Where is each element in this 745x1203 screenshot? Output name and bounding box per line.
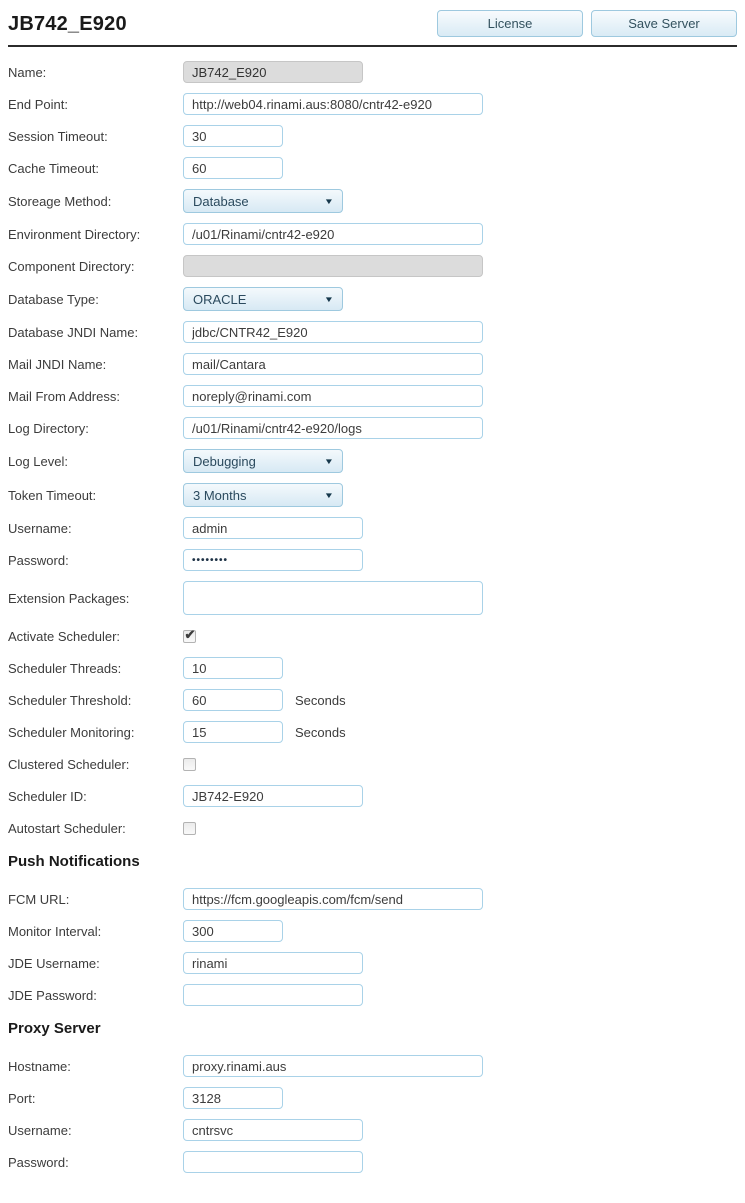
extension-packages-label: Extension Packages:: [8, 590, 130, 606]
scheduler-monitoring-suffix: Seconds: [295, 724, 346, 740]
form-row-scheduler-threshold: [8, 689, 737, 711]
autostart-scheduler-checkbox[interactable]: [183, 822, 196, 835]
username-label: Username:: [8, 520, 72, 536]
form-row-scheduler-id: [8, 785, 737, 807]
environment-directory-label: Environment Directory:: [8, 226, 141, 242]
storeage-method-label: Storeage Method:: [8, 193, 112, 209]
form-row-proxy-hostname: [8, 1055, 737, 1077]
form-row-fcm-url: [8, 888, 737, 910]
username-input[interactable]: [183, 517, 363, 539]
form-row-end-point: [8, 93, 737, 115]
form-row-jde-password: [8, 984, 737, 1006]
token-timeout-label: Token Timeout:: [8, 487, 97, 503]
form-row-cache-timeout: [8, 157, 737, 179]
password-label: Password:: [8, 552, 69, 568]
cache-timeout-input[interactable]: [183, 157, 283, 179]
clustered-scheduler-checkbox[interactable]: [183, 758, 196, 771]
form-row-storeage-method: [8, 189, 737, 213]
form-row-extension-packages: [8, 581, 737, 615]
scheduler-threshold-input[interactable]: [183, 689, 283, 711]
password-input[interactable]: [183, 549, 363, 571]
page-title: JB742_E920: [8, 13, 127, 35]
log-directory-label: Log Directory:: [8, 420, 89, 436]
log-level-select[interactable]: [183, 449, 343, 473]
log-directory-input[interactable]: [183, 417, 483, 439]
scheduler-threshold-suffix: Seconds: [295, 692, 346, 708]
proxy-password-input[interactable]: [183, 1151, 363, 1173]
database-type-label: Database Type:: [8, 291, 99, 307]
scheduler-monitoring-input[interactable]: [183, 721, 283, 743]
monitor-interval-label: Monitor Interval:: [8, 923, 102, 939]
form-row-name: [8, 61, 737, 83]
database-type-selected-value: ORACLE: [193, 291, 247, 307]
name-label: Name:: [8, 64, 47, 80]
mail-jndi-name-input[interactable]: [183, 353, 483, 375]
section-heading-proxy-server: Proxy Server: [8, 1020, 101, 1037]
end-point-input[interactable]: [183, 93, 483, 115]
form-row-mail-jndi-name: [8, 353, 737, 375]
token-timeout-select[interactable]: [183, 483, 343, 507]
form-row-mail-from-address: [8, 385, 737, 407]
storeage-method-selected-value: Database: [193, 193, 249, 209]
jde-username-label: JDE Username:: [8, 955, 100, 971]
token-timeout-selected-value: 3 Months: [193, 487, 247, 503]
extension-packages-input[interactable]: [183, 581, 483, 615]
proxy-password-label: Password:: [8, 1154, 69, 1170]
log-level-label: Log Level:: [8, 453, 68, 469]
activate-scheduler-label: Activate Scheduler:: [8, 628, 121, 644]
page-header: [8, 10, 737, 37]
form-row-scheduler-monitoring: [8, 721, 737, 743]
environment-directory-input[interactable]: [183, 223, 483, 245]
form-row-session-timeout: [8, 125, 737, 147]
name-input: [183, 61, 363, 83]
form-row-database-type: [8, 287, 737, 311]
section-heading-push-notifications: Push Notifications: [8, 853, 140, 870]
proxy-username-input[interactable]: [183, 1119, 363, 1141]
proxy-username-label: Username:: [8, 1122, 72, 1138]
proxy-port-input[interactable]: [183, 1087, 283, 1109]
monitor-interval-input[interactable]: [183, 920, 283, 942]
form-row-proxy-password: [8, 1151, 737, 1173]
end-point-label: End Point:: [8, 96, 68, 112]
database-jndi-name-label: Database JNDI Name:: [8, 324, 139, 340]
form-row-proxy-username: [8, 1119, 737, 1141]
form-row-username: [8, 517, 737, 539]
form-row-jde-username: [8, 952, 737, 974]
scheduler-threads-input[interactable]: [183, 657, 283, 679]
form-row-monitor-interval: [8, 920, 737, 942]
license-button[interactable]: License: [437, 10, 583, 37]
session-timeout-input[interactable]: [183, 125, 283, 147]
proxy-port-label: Port:: [8, 1090, 36, 1106]
form-row-component-directory: [8, 255, 737, 277]
save-server-button[interactable]: Save Server: [591, 10, 737, 37]
form: [8, 61, 737, 1173]
dropdown-arrow-icon: ▼: [323, 196, 335, 206]
mail-from-address-label: Mail From Address:: [8, 388, 120, 404]
form-row-autostart-scheduler: [8, 817, 737, 839]
log-level-selected-value: Debugging: [193, 453, 256, 469]
jde-password-label: JDE Password:: [8, 987, 97, 1003]
scheduler-monitoring-label: Scheduler Monitoring:: [8, 724, 135, 740]
mail-from-address-input[interactable]: [183, 385, 483, 407]
database-jndi-name-input[interactable]: [183, 321, 483, 343]
form-row-log-level: [8, 449, 737, 473]
component-directory-label: Component Directory:: [8, 258, 135, 274]
form-row-password: [8, 549, 737, 571]
activate-scheduler-checkbox[interactable]: [183, 627, 196, 643]
jde-password-input[interactable]: [183, 984, 363, 1006]
form-row-database-jndi-name: [8, 321, 737, 343]
database-type-select[interactable]: [183, 287, 343, 311]
session-timeout-label: Session Timeout:: [8, 128, 108, 144]
checkmark-icon: ✔: [184, 627, 196, 642]
header-buttons: [437, 10, 737, 37]
fcm-url-label: FCM URL:: [8, 891, 70, 907]
mail-jndi-name-label: Mail JNDI Name:: [8, 356, 107, 372]
fcm-url-input[interactable]: [183, 888, 483, 910]
form-row-activate-scheduler: [8, 625, 737, 647]
dropdown-arrow-icon: ▼: [323, 294, 335, 304]
scheduler-threads-label: Scheduler Threads:: [8, 660, 122, 676]
form-row-token-timeout: [8, 483, 737, 507]
form-row-clustered-scheduler: [8, 753, 737, 775]
form-row-proxy-port: [8, 1087, 737, 1109]
cache-timeout-label: Cache Timeout:: [8, 160, 100, 176]
form-row-scheduler-threads: [8, 657, 737, 679]
scheduler-threshold-label: Scheduler Threshold:: [8, 692, 132, 708]
dropdown-arrow-icon: ▼: [323, 456, 335, 466]
proxy-hostname-label: Hostname:: [8, 1058, 71, 1074]
dropdown-arrow-icon: ▼: [323, 490, 335, 500]
form-row-environment-directory: [8, 223, 737, 245]
autostart-scheduler-label: Autostart Scheduler:: [8, 820, 126, 836]
header-divider: [8, 45, 737, 47]
component-directory-input: [183, 255, 483, 277]
storeage-method-select[interactable]: [183, 189, 343, 213]
scheduler-id-input[interactable]: [183, 785, 363, 807]
jde-username-input[interactable]: [183, 952, 363, 974]
form-row-log-directory: [8, 417, 737, 439]
scheduler-id-label: Scheduler ID:: [8, 788, 87, 804]
proxy-hostname-input[interactable]: [183, 1055, 483, 1077]
clustered-scheduler-label: Clustered Scheduler:: [8, 756, 130, 772]
